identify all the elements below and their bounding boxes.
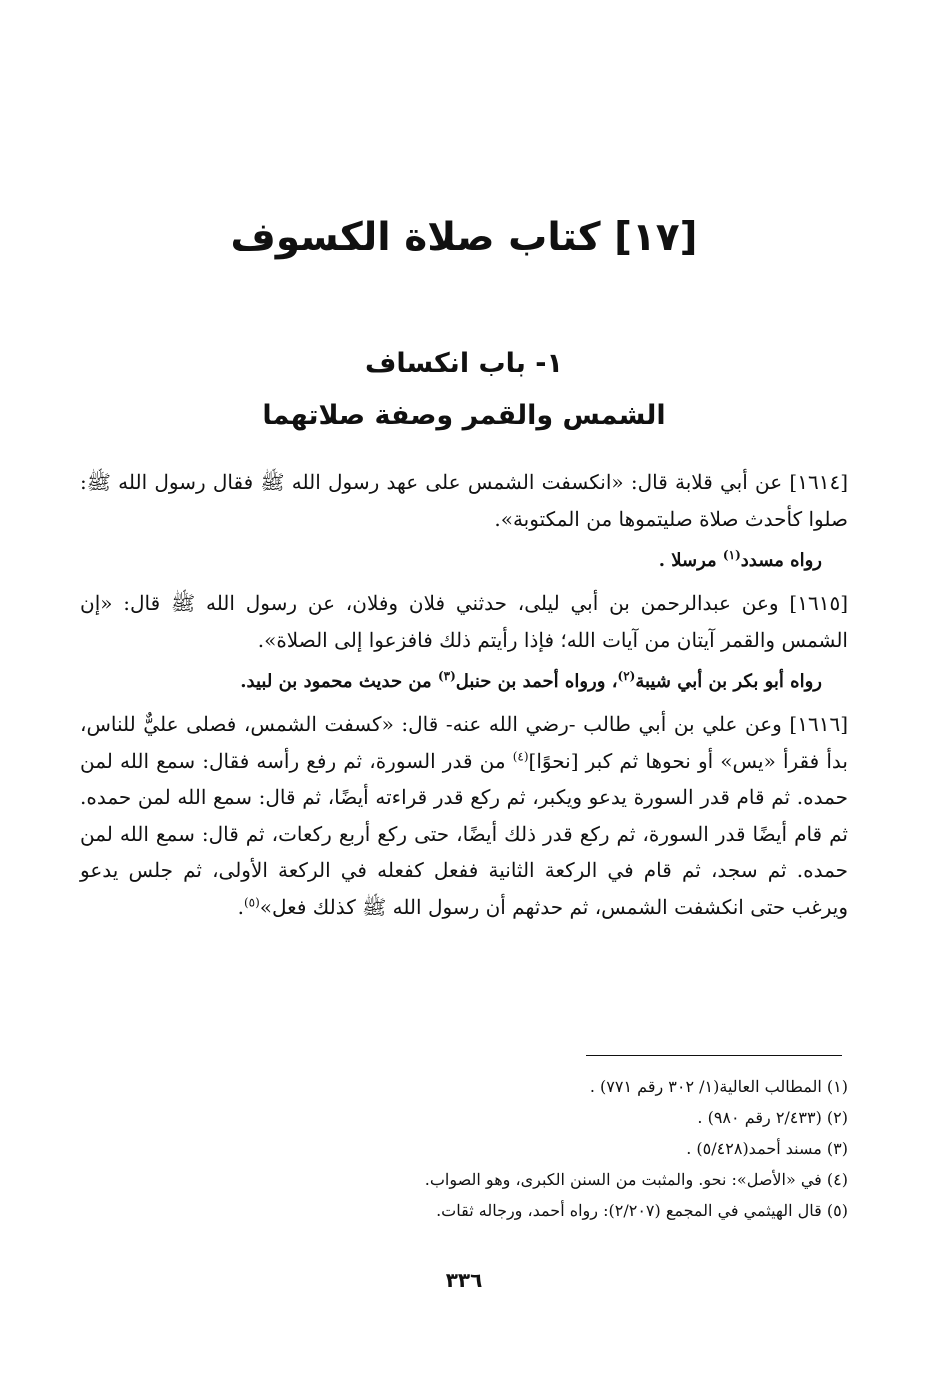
narration-text: مرسلا . <box>658 550 723 571</box>
footnote-ref-2[interactable]: (٢) <box>617 669 636 683</box>
hadith-text: عن أبي قلابة قال: «انكسفت الشمس على عهد رسول الله ﷺ فقال رسول الله ﷺ: صلوا كأحدث صلاة صليتموها من المكتوبة». <box>80 470 848 531</box>
hadith-text: وعن علي بن أبي طالب -رضي الله عنه- قال: «كسفت الشمس، فصلى عليٌّ للناس، بدأ فقرأ «يس» أو نحوها ثم كبر [نحوًا] <box>80 712 848 773</box>
hadith-text: . <box>237 894 244 919</box>
footnotes-list <box>80 1071 848 1226</box>
footnote-5: (٥) قال الهيثمي في المجمع (٢/٢٠٧): رواه أحمد، ورجاله ثقات. <box>436 1201 848 1220</box>
hadith-1614 <box>80 464 848 537</box>
footnote-divider <box>586 1055 842 1056</box>
chapter-heading <box>80 338 848 442</box>
footnote-3: (٣) مسند أحمد(٥/٤٢٨) . <box>686 1139 848 1158</box>
chapter-heading-line-2: الشمس والقمر وصفة صلاتهما <box>262 400 666 431</box>
narration-text: رواه أبو بكر بن أبي شيبة <box>635 671 822 692</box>
hadith-number: [١٦١٤] <box>789 470 849 494</box>
hadith-number: [١٦١٦] <box>789 712 849 736</box>
hadith-text: وعن عبدالرحمن بن أبي ليلى، حدثني فلان وفلان، عن رسول الله ﷺ قال: «إن الشمس والقمر آيتان من آيات الله؛ فإذا رأيتم ذلك فافزعوا إلى الصلاة». <box>80 591 848 652</box>
page-number: ٣٣٦ <box>445 1268 483 1292</box>
hadith-number: [١٦١٥] <box>789 591 848 615</box>
hadith-text: من قدر السورة، ثم رفع رأسه فقال: سمع الله لمن حمده. ثم قام قدر السورة يدعو ويكبر، ثم ركع قدر قراءته أيضًا، ثم قال: سمع الله لمن حمده. ثم قام أيضًا قدر السورة، ثم ركع قدر ذلك أيضًا، حتى ركع أربع ركعات، ثم قال: سمع الله لمن حمده. ثم سجد، ثم قام في الركعة الثانية ففعل كفعله في الركعة الأولى، ثم جلس يدعو ويرغب حتى انكشفت الشمس، ثم حدثهم أن رسول الله ﷺ كذلك فعل» <box>80 748 848 919</box>
hadith-1615-narration <box>80 664 822 700</box>
footnote-1: (١) المطالب العالية(١/ ٣٠٢ رقم ٧٧١) . <box>589 1077 848 1096</box>
chapter-heading-line-1: ١- باب انكساف <box>365 348 563 379</box>
footnote-ref-3[interactable]: (٣) <box>437 669 456 683</box>
book-title: [١٧] كتاب صلاة الكسوف <box>230 215 698 260</box>
hadith-1615 <box>80 585 848 658</box>
narration-text: من حديث محمود بن لبيد. <box>240 671 438 692</box>
footnote-ref-5[interactable]: (٥) <box>243 894 260 909</box>
hadith-1614-narration <box>80 543 822 579</box>
narration-text: ، ورواه أحمد بن حنبل <box>455 671 618 692</box>
footnote-ref-1[interactable]: (١) <box>722 548 741 562</box>
footnote-4: (٤) في «الأصل»: نحو. والمثبت من السنن الكبرى، وهو الصواب. <box>424 1170 848 1189</box>
hadith-1616 <box>80 706 848 925</box>
main-text <box>80 464 848 925</box>
narration-text: رواه مسدد <box>740 550 822 571</box>
footnote-ref-4[interactable]: (٤) <box>512 748 529 763</box>
footnote-2: (٢) (٢/٤٣٣ رقم ٩٨٠) . <box>697 1108 848 1127</box>
book-page <box>80 0 848 1375</box>
